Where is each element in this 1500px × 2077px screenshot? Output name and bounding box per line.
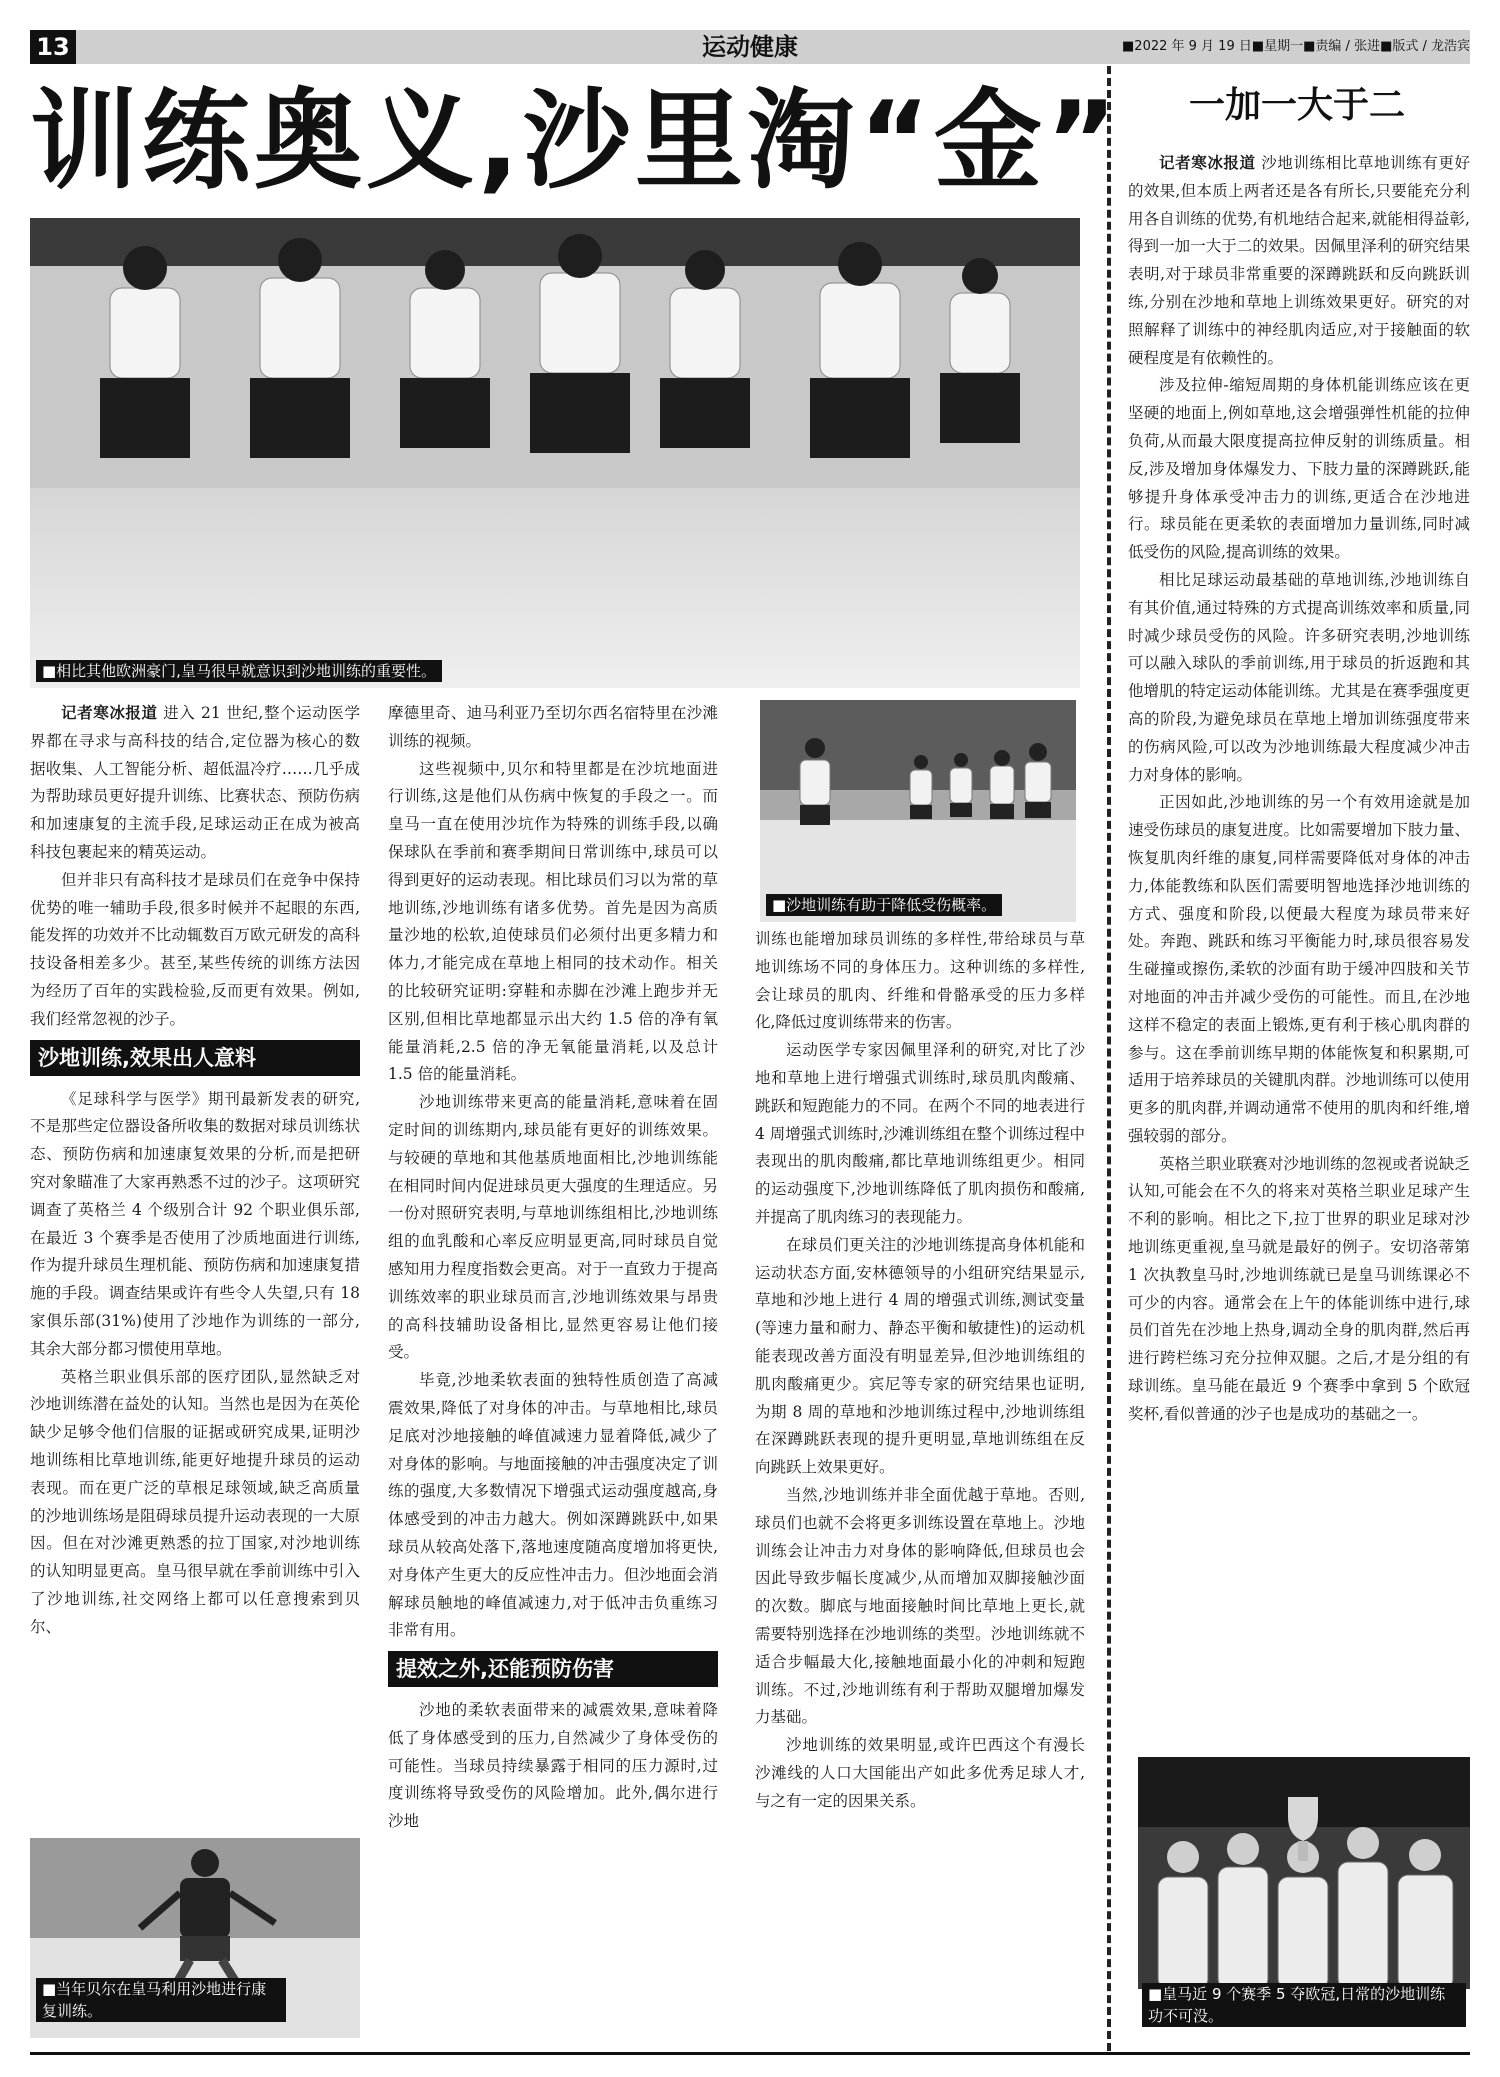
col3-paragraph: 训练也能增加球员训练的多样性,带给球员与草地训练场不同的身体压力。这种训练的多样性,会让球员的肌肉、纤维和骨骼承受的压力多样化,降低过度训练带来的伤害。 <box>755 930 1085 1032</box>
section-title: 运动健康 <box>702 33 798 61</box>
column-divider <box>1107 66 1111 2051</box>
dateline: ■2022 年 9 月 19 日■星期一■责编 / 张进■版式 / 龙浩宾 <box>1122 39 1470 54</box>
col2-paragraph: 沙地训练带来更高的能量消耗,意味着在固定时间的训练期内,球员能有更好的训练效果。与较硬的草地和其他基质地面相比,沙地训练能在相同时间内促进球员更大强度的生理适应。另一份对照研究表明,与草地训练组相比,沙地训练组的血乳酸和心率反应明显更高,同时球员自觉感知用力程度指数会更高。对于一直致力于提高训练效率的职业球员而言,沙地训练效果与昂贵的高科技辅助设备相比,显然更容易让他们接受。 <box>388 1093 718 1362</box>
subhead-sand-training: 沙地训练,效果出人意料 <box>30 1040 360 1076</box>
main-photo <box>30 218 1080 688</box>
column-1 <box>30 700 360 1830</box>
column-2 <box>388 700 718 2040</box>
trophy-photo <box>1138 1757 1470 1989</box>
col1-paragraph: 进入 21 世纪,整个运动医学界都在寻求与高科技的结合,定位器为核心的数据收集、人工智能分析、超低温冷疗……几乎成为帮助球员更好提升训练、比赛状态、预防伤病和加速康复的主流手段,足球运动正在成为被高科技包裹起来的精英运动。 <box>30 704 360 861</box>
sidebar-paragraph: 沙地训练相比草地训练有更好的效果,但本质上两者还是各有所长,只要能充分利用各自训练的优势,有机地结合起来,就能相得益彰,得到一加一大于二的效果。因佩里泽利的研究结果表明,对于球员非常重要的深蹲跳跃和反向跳跃训练,分别在沙地和草地上训练效果更好。研究的对照解释了训练中的神经肌肉适应,对于接触面的软硬程度是有依赖性的。 <box>1128 154 1470 367</box>
mid-photo <box>760 700 1076 922</box>
col2-paragraph: 毕竟,沙地柔软表面的独特性质创造了高减震效果,降低了对身体的冲击。与草地相比,球员足底对沙地接触的峰值减速力显着降低,减少了对身体的影响。与地面接触的冲击强度决定了训练的强度,大多数情况下增强式运动强度越高,身体感受到的冲击力越大。例如深蹲跳跃中,如果球员从较高处落下,落地速度随高度增加将更快,对身体产生更大的反应性冲击力。但沙地面会消解球员触地的峰值减速力,对于低冲击负重练习非常有用。 <box>388 1371 718 1640</box>
headline: 训练奥义,沙里淘“金” <box>30 79 1121 204</box>
sidebar-paragraph: 涉及拉伸-缩短周期的身体机能训练应该在更坚硬的地面上,例如草地,这会增强弹性机能的拉伸负荷,从而最大限度提高拉伸反射的训练质量。相反,涉及增加身体爆发力、下肢力量的深蹲跳跃,能够提升身体承受冲击力的训练,更适合在沙地进行。球员能在更柔软的表面增加力量训练,同时减低受伤的风险,提高训练的效果。 <box>1128 376 1470 562</box>
bale-photo-caption: ■当年贝尔在皇马利用沙地进行康复训练。 <box>36 1978 286 2022</box>
sidebar-paragraph: 相比足球运动最基础的草地训练,沙地训练自有其价值,通过特殊的方式提高训练效率和质量,同时减少球员受伤的风险。许多研究表明,沙地训练可以融入球队的季前训练,用于球员的折返跑和其他增肌的特定运动体能训练。尤其是在赛季强度更高的阶段,为避免球员在草地上增加训练强度带来的伤病风险,可以改为沙地训练最大程度减少冲击力对身体的影响。 <box>1128 570 1470 784</box>
col3-paragraph: 运动医学专家因佩里泽利的研究,对比了沙地和草地上进行增强式训练时,球员肌肉酸痛、跳跃和短跑能力的不同。在两个不同的地表进行 4 周增强式训练时,沙滩训练组在整个训练过程中表现出的肌肉酸痛,都比草地训练组更少。相同的运动强度下,沙地训练降低了肌肉损伤和酸痛,并提高了肌肉练习的表现能力。 <box>755 1041 1085 1226</box>
sidebar-byline: 记者寒冰报道 <box>1159 154 1256 172</box>
mid-photo-caption: ■沙地训练有助于降低受伤概率。 <box>766 894 1002 916</box>
main-photo-caption: ■相比其他欧洲豪门,皇马很早就意识到沙地训练的重要性。 <box>36 660 442 682</box>
page-number: 13 <box>30 30 76 64</box>
col2-paragraph: 这些视频中,贝尔和特里都是在沙坑地面进行训练,这是他们从伤病中恢复的手段之一。而皇马一直在使用沙坑作为特殊的训练手段,以确保球队在季前和赛季期间日常训练中,球员可以得到更好的运动表现。相比球员们习以为常的草地训练,沙地训练有诸多优势。首先是因为高质量沙地的松软,迫使球员们必须付出更多精力和体力,才能完成在草地上相同的技术动作。相关的比较研究证明:穿鞋和赤脚在沙滩上跑步并无区别,但相比草地都显示出大约 1.5 倍的净有氧能量消耗,2.5 倍的净无氧能量消耗,以及总计 1.5 倍的能量消耗。 <box>388 759 718 1084</box>
footer-rule <box>30 2052 1470 2055</box>
trophy-photo-caption: ■皇马近 9 个赛季 5 夺欧冠,日常的沙地训练功不可没。 <box>1142 1983 1466 2027</box>
col2-paragraph: 摩德里奇、迪马利亚乃至切尔西名宿特里在沙滩训练的视频。 <box>388 704 718 750</box>
column-3 <box>755 926 1085 2041</box>
col3-paragraph: 当然,沙地训练并非全面优越于草地。否则,球员们也就不会将更多训练设置在草地上。沙地训练会让冲击力对身体的影响降低,但球员也会因此导致步幅长度减少,从而增加双脚接触沙面的次数。脚底与地面接触时间比草地上更长,就需要特别选择在沙地训练的类型。沙地训练就不适合步幅最大化,接触地面最小化的冲刺和短跑训练。不过,沙地训练有利于帮助双腿增加爆发力基础。 <box>755 1485 1085 1727</box>
sidebar-paragraph: 英格兰职业联赛对沙地训练的忽视或者说缺乏认知,可能会在不久的将来对英格兰职业足球产生不利的影响。相比之下,拉丁世界的职业足球对沙地训练更重视,皇马就是最好的例子。安切洛蒂第 1 次执教皇马时,沙地训练就已是皇马训练课必不可少的内容。通常会在上午的体能训练中进行,球员们首先在沙地上热身,调动全身的肌肉群,然后再进行跨栏练习充分拉伸双腿。之后,才是分组的有球训练。皇马能在最近 9 个赛季中拿到 5 个欧冠奖杯,看似普通的沙子也是成功的基础之一。 <box>1128 1154 1470 1423</box>
col3-paragraph: 沙地训练的效果明显,或许巴西这个有漫长沙滩线的人口大国能出产如此多优秀足球人才,与之有一定的因果关系。 <box>755 1736 1085 1810</box>
sidebar-paragraph: 正因如此,沙地训练的另一个有效用途就是加速受伤球员的康复进度。比如需要增加下肢力量、恢复肌肉纤维的康复,同样需要降低对身体的冲击力,体能教练和队医们需要明智地选择沙地训练的方式、强度和阶段,以便最大程度为球员带来好处。奔跑、跳跃和练习平衡能力时,球员很容易发生碰撞或擦伤,柔软的沙面有助于缓冲四肢和关节对地面的冲击并减少受伤的可能性。而且,在沙地这样不稳定的表面上锻炼,更有利于核心肌肉群的参与。这在季前训练早期的体能恢复和积累期,可适用于培养球员的关键肌肉群。沙地训练可以使用更多的肌肉群,并调动通常不使用的肌肉和纤维,增强较弱的部分。 <box>1128 793 1470 1145</box>
col1-paragraph: 但并非只有高科技才是球员们在竞争中保持优势的唯一辅助手段,很多时候并不起眼的东西,能发挥的功效并不比动辄数百万欧元研发的高科技设备相差多少。甚至,某些传统的训练方法因为经历了百年的实践检验,反而更有效果。例如,我们经常忽视的沙子。 <box>30 870 360 1028</box>
col1-paragraph: 英格兰职业俱乐部的医疗团队,显然缺乏对沙地训练潜在益处的认知。当然也是因为在英伦缺少足够令他们信服的证据或研究成果,证明沙地训练相比草地训练,能更好地提升球员的运动表现。而在更广泛的草根足球领域,缺乏高质量的沙地训练场是阻碍球员提升运动表现的一大原因。但在对沙滩更熟悉的拉丁国家,对沙地训练的认知明显更高。皇马很早就在季前训练中引入了沙地训练,社交网络上都可以任意搜索到贝尔、 <box>30 1367 360 1636</box>
sidebar-title: 一加一大于二 <box>1188 85 1405 126</box>
byline: 记者寒冰报道 <box>61 704 158 722</box>
col3-paragraph: 在球员们更关注的沙地训练提高身体机能和运动状态方面,安林德领导的小组研究结果显示,草地和沙地上进行 4 周的增强式训练,测试变量(等速力量和耐力、静态平衡和敏捷性)的运动机能表现改善方面没有明显差异,但沙地训练组的肌肉酸痛更少。宾尼等专家的研究结果也证明,为期 8 周的草地和沙地训练过程中,沙地训练组在深蹲跳跃表现的提升更明显,草地训练组在反向跳跃上效果更好。 <box>755 1235 1085 1477</box>
col2-paragraph: 沙地的柔软表面带来的减震效果,意味着降低了身体感受到的压力,自然减少了身体受伤的可能性。当球员持续暴露于相同的压力源时,过度训练将导致受伤的风险增加。此外,偶尔进行沙地 <box>388 1701 718 1831</box>
subhead-injury-prevention: 提效之外,还能预防伤害 <box>388 1651 718 1687</box>
col1-paragraph: 《足球科学与医学》期刊最新发表的研究,不是那些定位器设备所收集的数据对球员训练状态、预防伤病和加速康复效果的分析,而是把研究对象瞄准了大家再熟悉不过的沙子。这项研究调查了英格兰 4 个级别合计 92 个职业俱乐部,在最近 3 个赛季是否使用了沙质地面进行训练,作为提升球员生理机能、预防伤病和加速康复措施的手段。调查结果或许有些令人失望,只有 18 家俱乐部(31%)使用了沙地作为训练的一部分,其余大部分都习惯使用草地。 <box>30 1089 360 1358</box>
sidebar-column <box>1128 150 1470 1750</box>
